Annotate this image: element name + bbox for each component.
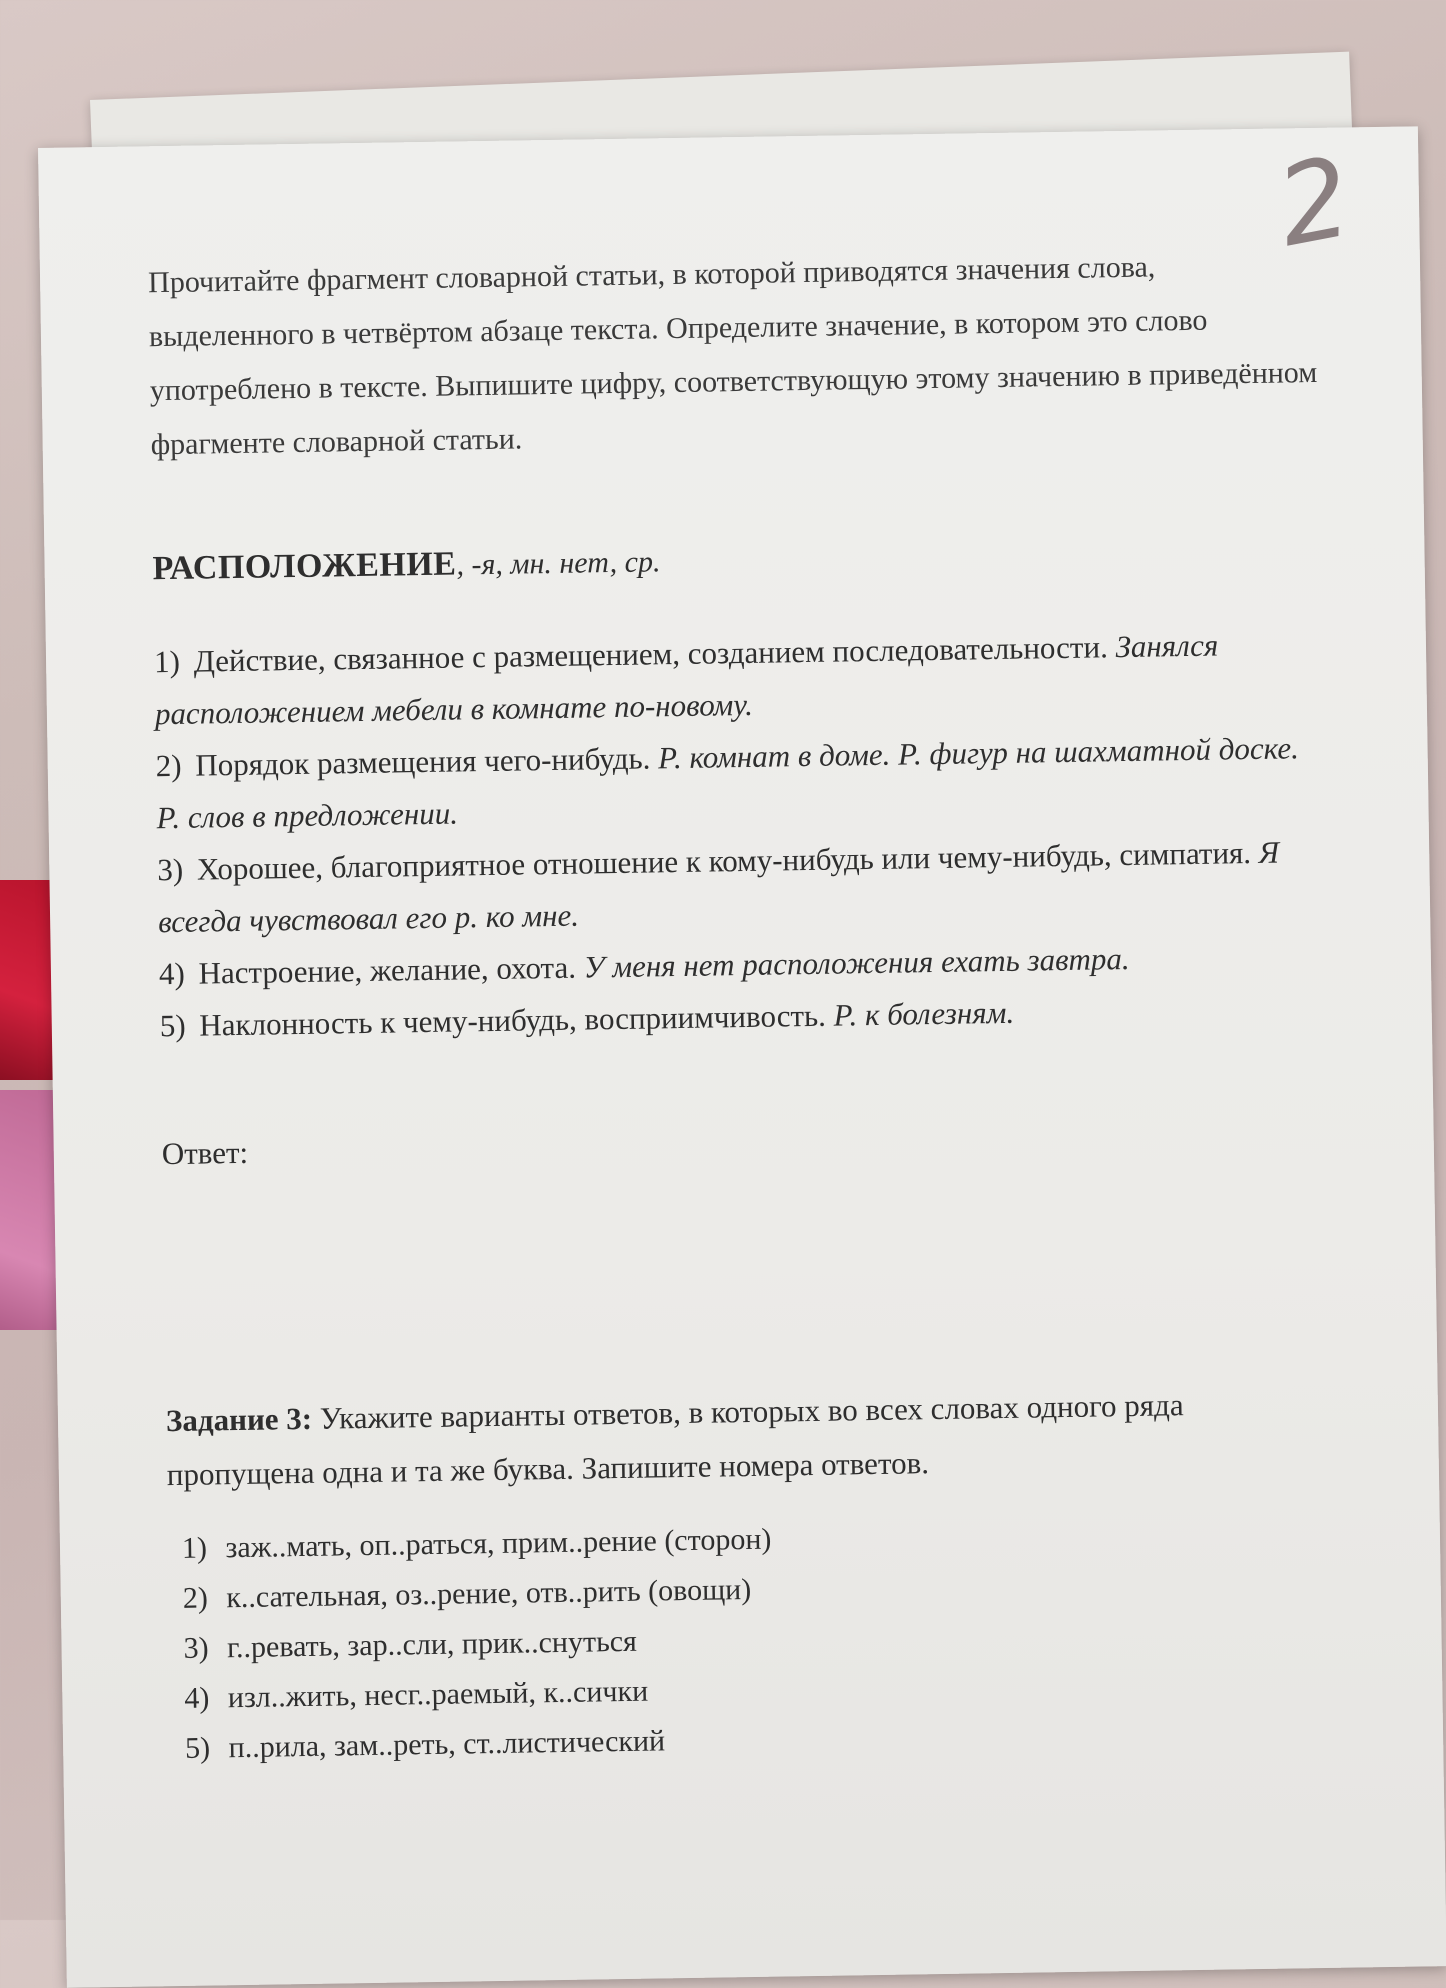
- option-number: 1): [181, 1531, 208, 1565]
- definition-text: Наклонность к чему-нибудь, восприимчивость.: [199, 997, 834, 1043]
- definition-number: 2): [155, 747, 182, 784]
- option-number: 4): [184, 1681, 210, 1715]
- definition-number: 3): [157, 851, 184, 888]
- definition-example: Р. к болезням.: [833, 994, 1015, 1033]
- task-3-title: Задание 3:: [165, 1400, 313, 1439]
- headword-grammar: , -я, мн. нет, ср.: [456, 545, 661, 582]
- definition-example: Занялся расположением мебели в комнате по-новому.: [154, 627, 1219, 732]
- option-number: 3): [183, 1631, 209, 1665]
- option-text: п..рила, зам..реть, ст..листический: [228, 1724, 666, 1765]
- handwritten-page-number: 2: [1267, 132, 1361, 272]
- definition-example: Р. комнат в доме. Р. фигур на шахматной доске. Р. слов в предложении.: [156, 730, 1300, 836]
- definition-text: Порядок размещения чего-нибудь.: [195, 740, 659, 783]
- definition-example: У меня нет расположения ехать завтра.: [583, 940, 1130, 985]
- definition-list: [154, 618, 1330, 1052]
- definition-item: [154, 618, 1325, 740]
- definition-text: Настроение, желание, охота.: [198, 949, 584, 991]
- definition-example: Я всегда чувствовал его р. ко мне.: [157, 834, 1280, 940]
- dictionary-headword: [152, 532, 1322, 588]
- headword-text: РАСПОЛОЖЕНИЕ: [152, 545, 457, 588]
- paper-sheet: [38, 126, 1446, 1987]
- option-text: к..сательная, оз..рение, отв..рить (овощи): [226, 1572, 752, 1615]
- option-text: заж..мать, оп..раться, прим..рение (сторон): [225, 1522, 772, 1565]
- task-3-options: [168, 1506, 1342, 1774]
- task-3-text: Укажите варианты ответов, в которых во всех словах одного ряда пропущена одна и та же буква. Запишите номера ответов.: [166, 1387, 1184, 1493]
- definition-text: Хорошее, благоприятное отношение к кому-нибудь или чему-нибудь, симпатия.: [196, 834, 1260, 887]
- background-fabric-pink: [0, 1090, 60, 1330]
- option-number: 2): [182, 1581, 209, 1615]
- option-text: изл..жить, несг..раемый, к..сички: [227, 1674, 649, 1715]
- task-3: [166, 1376, 1338, 1502]
- definition-number: 5): [159, 1007, 186, 1044]
- definition-number: 4): [158, 955, 186, 992]
- definition-number: 1): [153, 643, 181, 680]
- sheet-content: [148, 238, 1342, 1774]
- task-instruction: Прочитайте фрагмент словарной статьи, в которой приводятся значения слова, выделенного в четвёртом абзаце текста. Определите значение, в котором это слово употреблено в тексте. Выпишите цифру, соответствующую этому значению в приведённом фрагменте словарной статьи.: [147, 250, 1318, 462]
- answer-label: Ответ:: [161, 1134, 249, 1172]
- definition-text: Действие, связанное с размещением, созданием последовательности.: [193, 629, 1116, 679]
- definition-item: [155, 722, 1326, 844]
- option-text: г..ревать, зар..сли, прик..снуться: [226, 1624, 638, 1665]
- definition-item: [157, 826, 1328, 948]
- option-number: 5): [184, 1731, 211, 1765]
